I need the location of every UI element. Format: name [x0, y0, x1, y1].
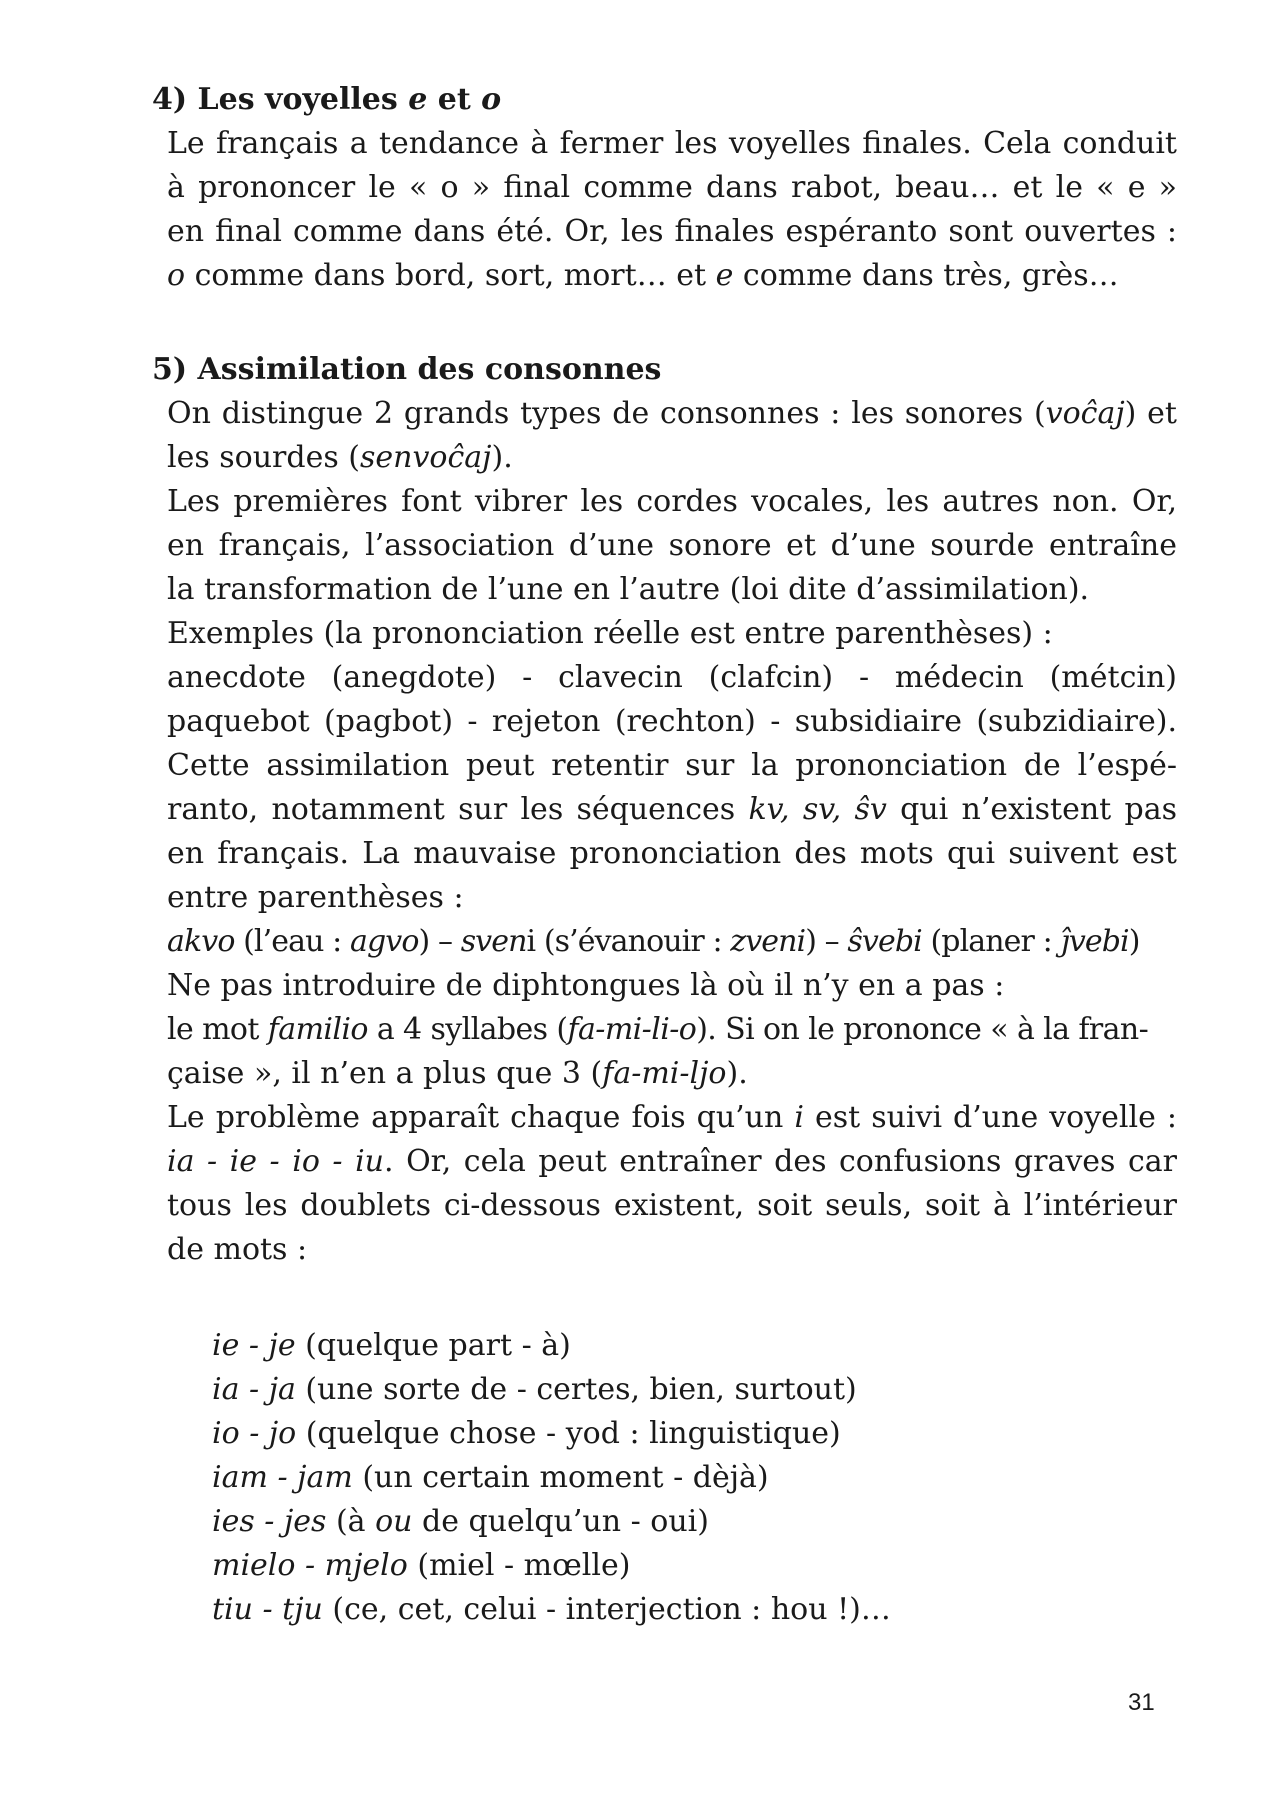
paragraph-line	[167, 392, 1177, 436]
text-span: ).	[491, 440, 513, 475]
italic-word: ou	[375, 1504, 413, 1539]
section-5-heading: 5) Assimilation des consonnes	[152, 352, 662, 387]
paragraph-line	[167, 436, 1177, 480]
italic-word: ies - jes	[212, 1504, 327, 1539]
example-item	[212, 1412, 841, 1456]
text-span: i (s’évanouir :	[526, 924, 731, 959]
italic-word: familio	[267, 1012, 368, 1047]
italic-word: ie - je	[212, 1328, 296, 1363]
text-span: a 4 syllabes (	[367, 1012, 568, 1047]
paragraph-line: de mots :	[167, 1232, 308, 1267]
text-span: . Or, cela peut entraîner des confusions graves car	[384, 1144, 1177, 1179]
text-span: les sourdes (	[167, 440, 360, 475]
text-span: ) –	[805, 924, 848, 959]
text-span: Le problème apparaît chaque fois qu’un	[167, 1100, 795, 1135]
text-span: ranto, notamment sur les séquences	[167, 792, 749, 827]
paragraph-line: Ne pas introduire de diphtongues là où il n’y en a pas :	[167, 968, 1005, 1003]
heading-vowel-o: o	[481, 82, 502, 117]
text-span: ) et	[1124, 396, 1177, 431]
text-span: est suivi d’une voyelle :	[803, 1100, 1177, 1135]
page-number: 31	[1128, 1689, 1155, 1716]
example-item	[212, 1544, 630, 1588]
text-span: (une sorte de - certes, bien, surtout)	[295, 1372, 857, 1407]
text-span: On distingue 2 grands types de consonnes : les sonores (	[167, 396, 1046, 431]
example-item	[212, 1456, 769, 1500]
text-span: (miel - mœlle)	[407, 1548, 631, 1583]
text-span: (à	[326, 1504, 376, 1539]
example-item	[212, 1324, 571, 1368]
paragraph-line	[167, 920, 1177, 964]
italic-word: ia - ja	[212, 1372, 296, 1407]
paragraph-line: Le français a tendance à fermer les voyelles finales. Cela conduit	[167, 126, 1177, 161]
italic-word: ĵvebi	[1060, 924, 1129, 959]
paragraph-line: entre parenthèses :	[167, 880, 464, 915]
italic-word: zveni	[730, 924, 806, 959]
heading-text: 4) Les voyelles	[152, 82, 398, 117]
italic-word: akvo	[167, 924, 235, 959]
italic-word: fa-mi-ljo	[602, 1056, 727, 1091]
italic-word: iam - jam	[212, 1460, 353, 1495]
italic-word: kv, sv, ŝv	[748, 792, 887, 827]
text-span: (quelque part - à)	[295, 1328, 571, 1363]
paragraph-line	[167, 788, 1177, 832]
text-span: (quelque chose - yod : linguistique)	[296, 1416, 841, 1451]
paragraph-line: en final comme dans été. Or, les finales espéranto sont ouvertes :	[167, 214, 1177, 249]
text-span: qui n’existent pas	[886, 792, 1177, 827]
text-span: comme dans très, grès…	[733, 258, 1119, 293]
italic-word: sven	[460, 924, 527, 959]
paragraph-line: Cette assimilation peut retentir sur la prononciation de l’espé-	[167, 748, 1177, 783]
text-span: de quelqu’un - oui)	[412, 1504, 709, 1539]
paragraph-line: en français. La mauvaise prononciation des mots qui suivent est	[167, 836, 1177, 871]
section-4-heading	[152, 78, 501, 122]
paragraph-line	[167, 1052, 1177, 1096]
italic-word: agvo	[350, 924, 419, 959]
italic-word: i	[794, 1100, 804, 1135]
italic-word: tiu - tju	[212, 1592, 323, 1627]
italic-word: fa-mi-li-o	[567, 1012, 697, 1047]
paragraph-line	[167, 1096, 1177, 1140]
text-span: )	[1128, 924, 1140, 959]
text-span: (l’eau :	[234, 924, 350, 959]
example-item	[212, 1368, 857, 1412]
heading-text: et	[437, 82, 471, 117]
paragraph-line: tous les doublets ci-dessous existent, soit seuls, soit à l’intérieur	[167, 1188, 1177, 1223]
italic-word: voĉaj	[1045, 396, 1125, 431]
example-item	[212, 1588, 891, 1632]
example-item	[212, 1500, 709, 1544]
paragraph-line: à prononcer le « o » final comme dans rabot, beau… et le « e »	[167, 170, 1177, 205]
paragraph-line	[167, 1140, 1177, 1184]
text-span: comme dans bord, sort, mort… et	[185, 258, 716, 293]
text-span: (planer :	[921, 924, 1061, 959]
italic-word: e	[715, 258, 734, 293]
paragraph-line: la transformation de l’une en l’autre (loi dite d’assimilation).	[167, 572, 1090, 607]
italic-word: io - jo	[212, 1416, 297, 1451]
italic-word: o	[167, 258, 186, 293]
text-span: (un certain moment - dèjà)	[352, 1460, 769, 1495]
text-span: ).	[726, 1056, 748, 1091]
text-span: (ce, cet, celui - interjection : hou !)…	[322, 1592, 891, 1627]
paragraph-line: paquebot (pagbot) - rejeton (rechton) - subsidiaire (subzidiaire).	[167, 704, 1177, 739]
italic-word: ia - ie - io - iu	[167, 1144, 385, 1179]
text-span: le mot	[167, 1012, 268, 1047]
heading-vowel-e: e	[408, 82, 428, 117]
italic-word: mielo - mjelo	[212, 1548, 408, 1583]
text-span: çaise », il n’en a plus que 3 (	[167, 1056, 603, 1091]
italic-word: ŝvebi	[847, 924, 922, 959]
paragraph-line: en français, l’association d’une sonore et d’une sourde entraîne	[167, 528, 1177, 563]
paragraph-line: Les premières font vibrer les cordes vocales, les autres non. Or,	[167, 484, 1177, 519]
paragraph-line	[167, 1008, 1177, 1052]
paragraph-line: anecdote (anegdote) - clavecin (clafcin) - médecin (métcin)	[167, 660, 1177, 695]
paragraph-line: Exemples (la prononciation réelle est entre parenthèses) :	[167, 616, 1053, 651]
text-span: ). Si on le prononce « à la fran-	[696, 1012, 1149, 1047]
italic-word: senvoĉaj	[360, 440, 492, 475]
text-span: ) –	[418, 924, 461, 959]
paragraph-line	[167, 254, 1177, 298]
